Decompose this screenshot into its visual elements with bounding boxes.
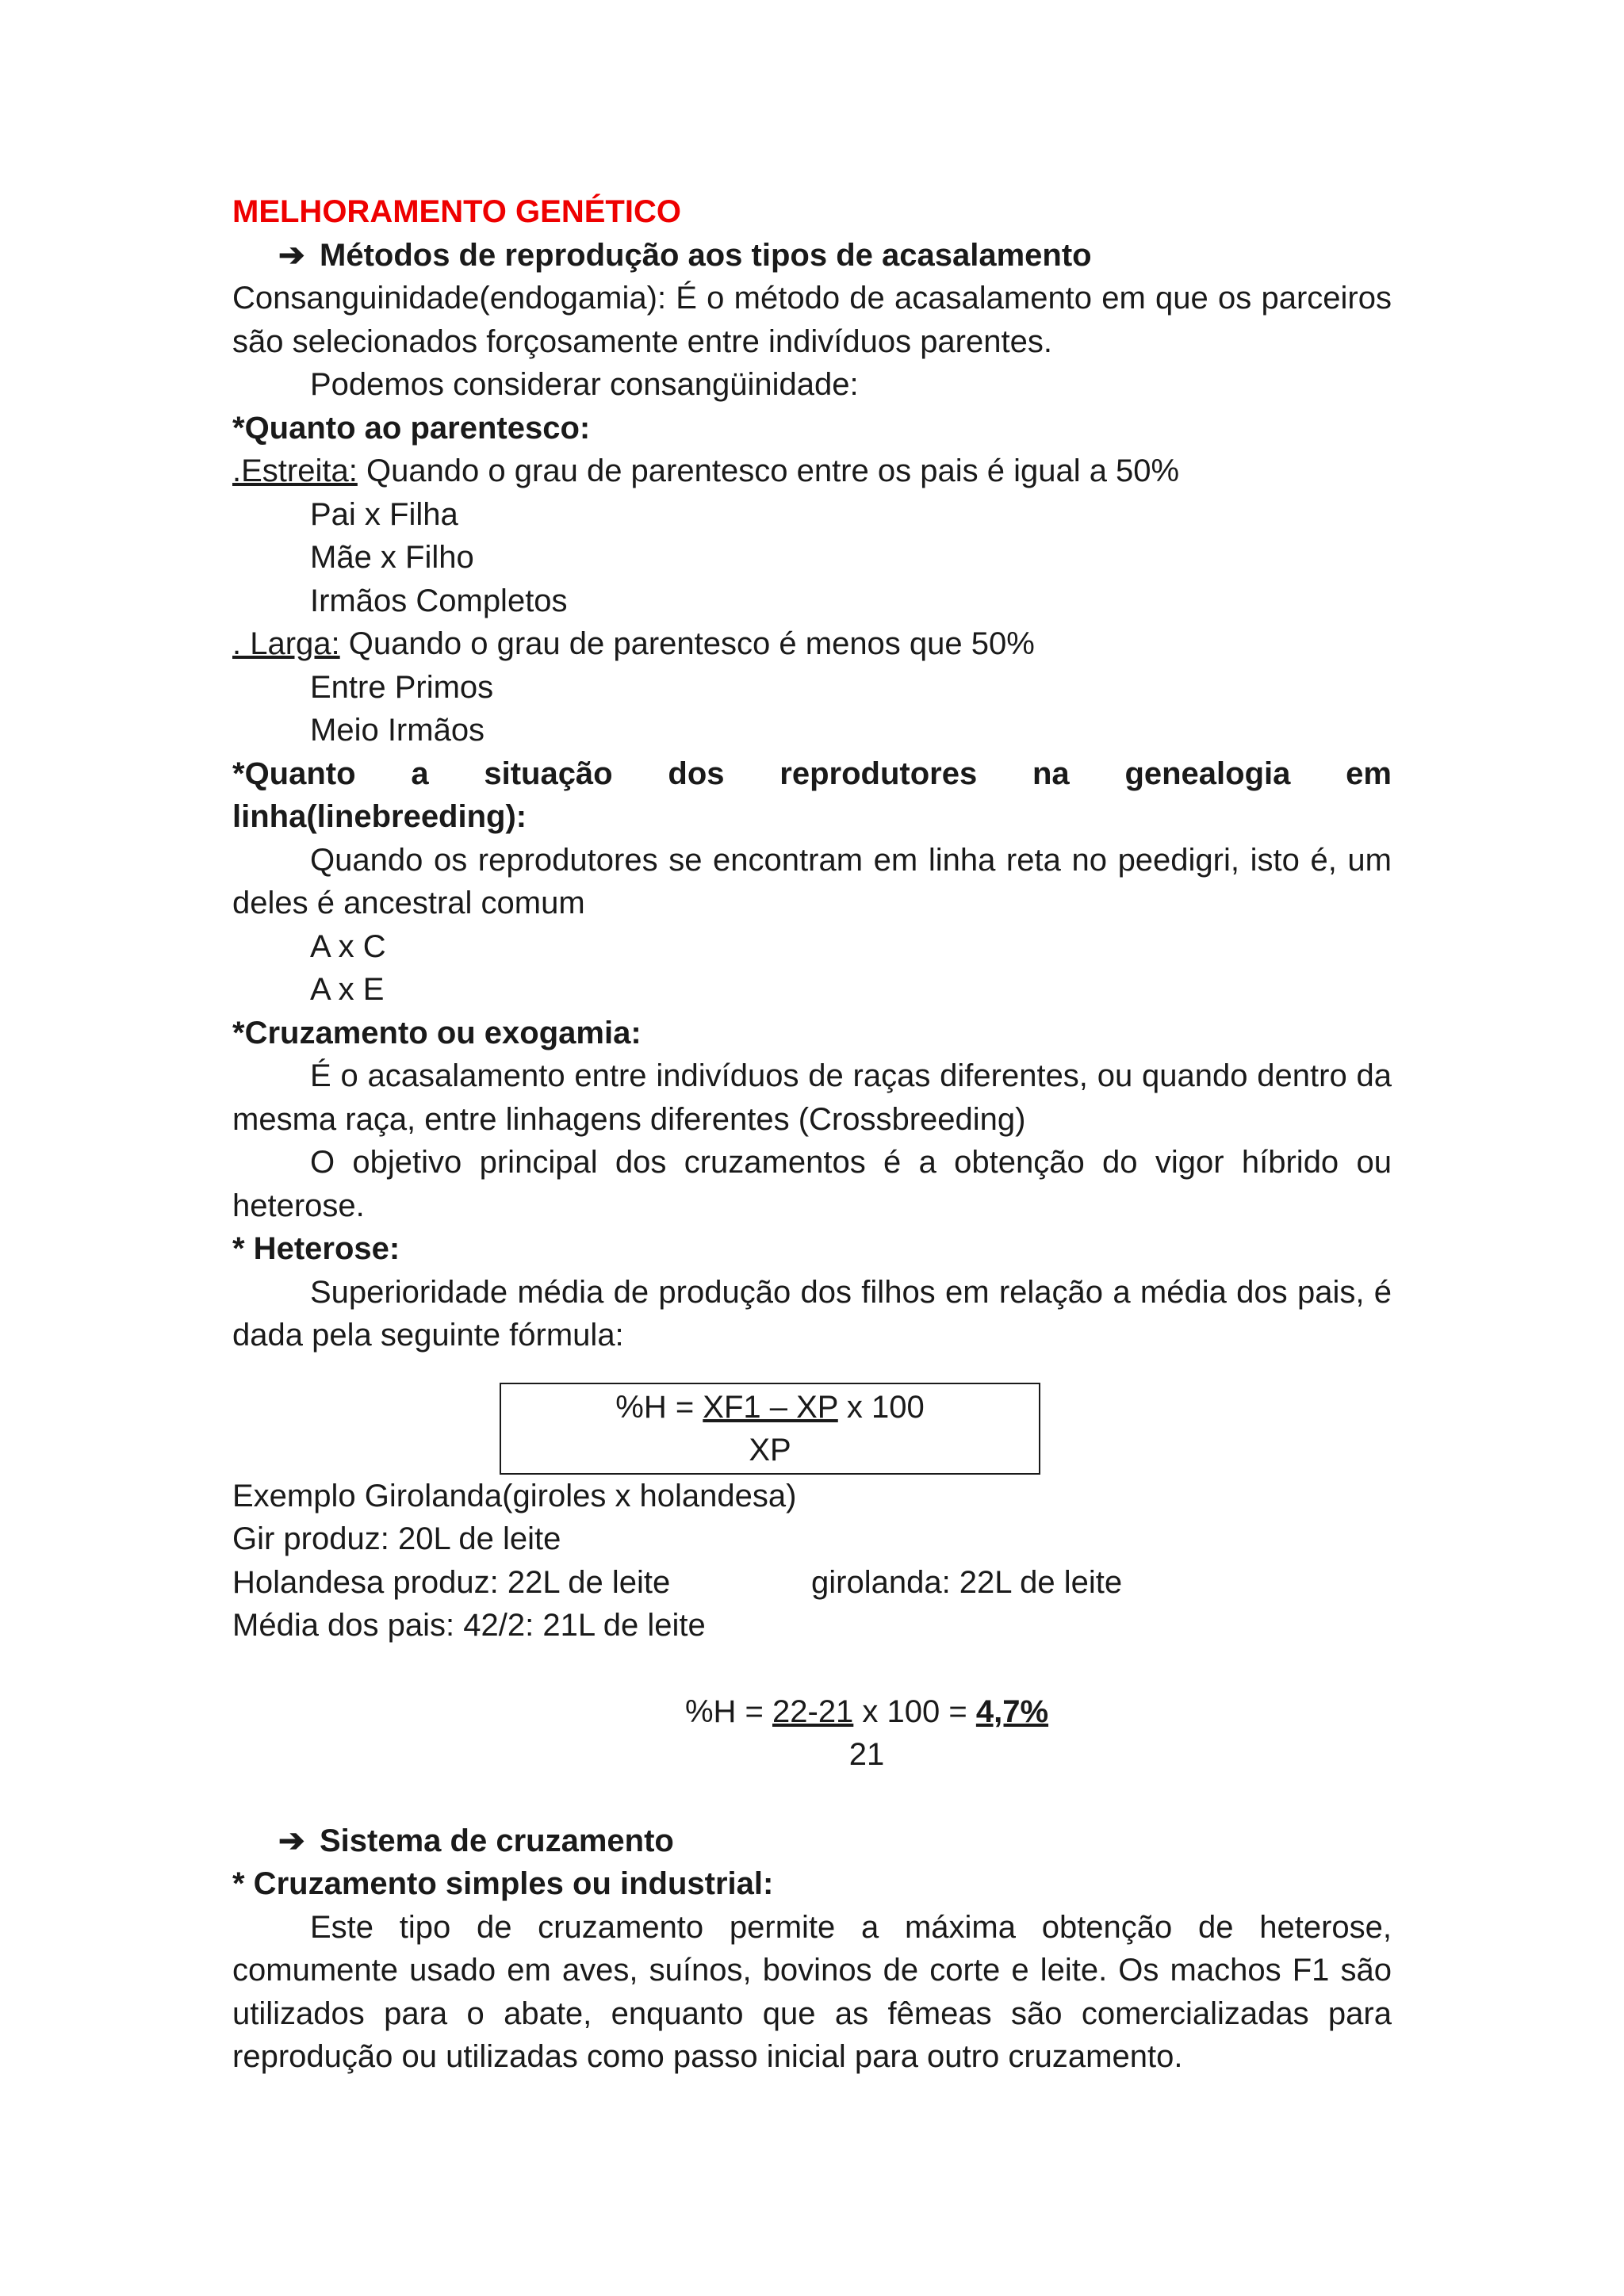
formula-numerator: XF1 – XP (703, 1389, 838, 1425)
list-item: Mãe x Filho (310, 540, 474, 575)
heading-cruzamento: *Cruzamento ou exogamia: (232, 1015, 642, 1050)
heading-linebreeding (232, 752, 1392, 796)
section-heading-methods-text: Métodos de reprodução aos tipos de acasalamento (320, 237, 1092, 273)
arrow-right-icon: ➔ (278, 1823, 305, 1858)
estreita-text: Quando o grau de parentesco entre os pais é igual a 50% (357, 453, 1180, 488)
example-row (232, 1561, 1392, 1605)
heading-word: reprodutores (779, 756, 978, 791)
calc-denominator: 21 (848, 1737, 885, 1772)
spacer (232, 1777, 1392, 1820)
heading-word: a (411, 756, 429, 791)
list-item: A x E (310, 972, 385, 1007)
document-title: MELHORAMENTO GENÉTICO (232, 194, 681, 229)
formula-prefix: %H = (615, 1389, 703, 1425)
example-gir: Gir produz: 20L de leite (232, 1521, 561, 1556)
section-heading-cruzamento (232, 1820, 1392, 1863)
larga-line (232, 622, 1392, 666)
calc-middle: x 100 = (853, 1693, 976, 1729)
formula-denominator: XP (749, 1432, 791, 1468)
list-item: Pai x Filha (310, 496, 458, 532)
list-item: Entre Primos (310, 669, 494, 705)
heading-word: situação (484, 756, 613, 791)
example-media: Média dos pais: 42/2: 21L de leite (232, 1608, 706, 1643)
formula-line (501, 1386, 1039, 1429)
example-girolanda: girolanda: 22L de leite (811, 1564, 1123, 1600)
section-heading-cruzamento-text: Sistema de cruzamento (320, 1823, 674, 1858)
heading-linebreeding-line2: linha(linebreeding): (232, 799, 527, 834)
heading-parentesco: *Quanto ao parentesco: (232, 410, 591, 446)
estreita-line (232, 450, 1392, 493)
paragraph-objetivo: O objetivo principal dos cruzamentos é a obtenção do vigor híbrido ou heterose. (232, 1145, 1392, 1223)
calc-prefix: %H = (684, 1693, 772, 1729)
paragraph-heterose: Superioridade média de produção dos filhos em relação a média dos pais, é dada pela seguinte fórmula: (232, 1274, 1392, 1353)
list-item: Irmãos Completos (310, 583, 568, 618)
heading-cruzamento-simples: * Cruzamento simples ou industrial: (232, 1866, 774, 1901)
paragraph-cruzamento: É o acasalamento entre indivíduos de raças diferentes, ou quando dentro da mesma raça, entre linhagens diferentes (Crossbreeding) (232, 1058, 1392, 1137)
heading-word: *Quanto (232, 756, 356, 791)
heading-word: na (1032, 756, 1070, 791)
paragraph-podemos: Podemos considerar consangüinidade: (310, 367, 859, 402)
larga-label: . Larga: (232, 626, 340, 661)
paragraph-cruzamento-simples: Este tipo de cruzamento permite a máxima obtenção de heterose, comumente usado em aves, suínos, bovinos de corte e leite. Os machos F1 são utilizados para o abate, enquanto que as fêmeas são comercializadas para reprodução ou utilizadas como passo inicial para outro cruzamento. (232, 1909, 1392, 2074)
calc-result: 4,7% (975, 1693, 1049, 1729)
heading-word: em (1346, 756, 1392, 791)
formula-suffix: x 100 (837, 1389, 925, 1425)
arrow-right-icon: ➔ (278, 237, 305, 273)
heading-heterose: * Heterose: (232, 1231, 400, 1266)
list-item: Meio Irmãos (310, 713, 485, 748)
calc-line (342, 1690, 1392, 1734)
heading-word: dos (668, 756, 725, 791)
example-calculation (232, 1690, 1392, 1777)
list-item: A x C (310, 928, 386, 964)
paragraph-consanguinidade: Consanguinidade(endogamia): É o método de acasalamento em que os parceiros são selecionados forçosamente entre indivíduos parentes. (232, 281, 1392, 359)
larga-text: Quando o grau de parentesco é menos que 50% (339, 626, 1035, 661)
heading-word: genealogia (1124, 756, 1291, 791)
formula-box (500, 1383, 1040, 1475)
calc-numerator: 22-21 (772, 1693, 854, 1729)
paragraph-linebreeding: Quando os reprodutores se encontram em linha reta no peedigri, isto é, um deles é ancestral comum (232, 842, 1392, 920)
section-heading-methods (232, 234, 1392, 277)
example-holandesa: Holandesa produz: 22L de leite (232, 1564, 671, 1600)
document-page (232, 190, 1392, 2079)
example-title: Exemplo Girolanda(giroles x holandesa) (232, 1478, 797, 1513)
estreita-label: .Estreita: (232, 453, 358, 488)
